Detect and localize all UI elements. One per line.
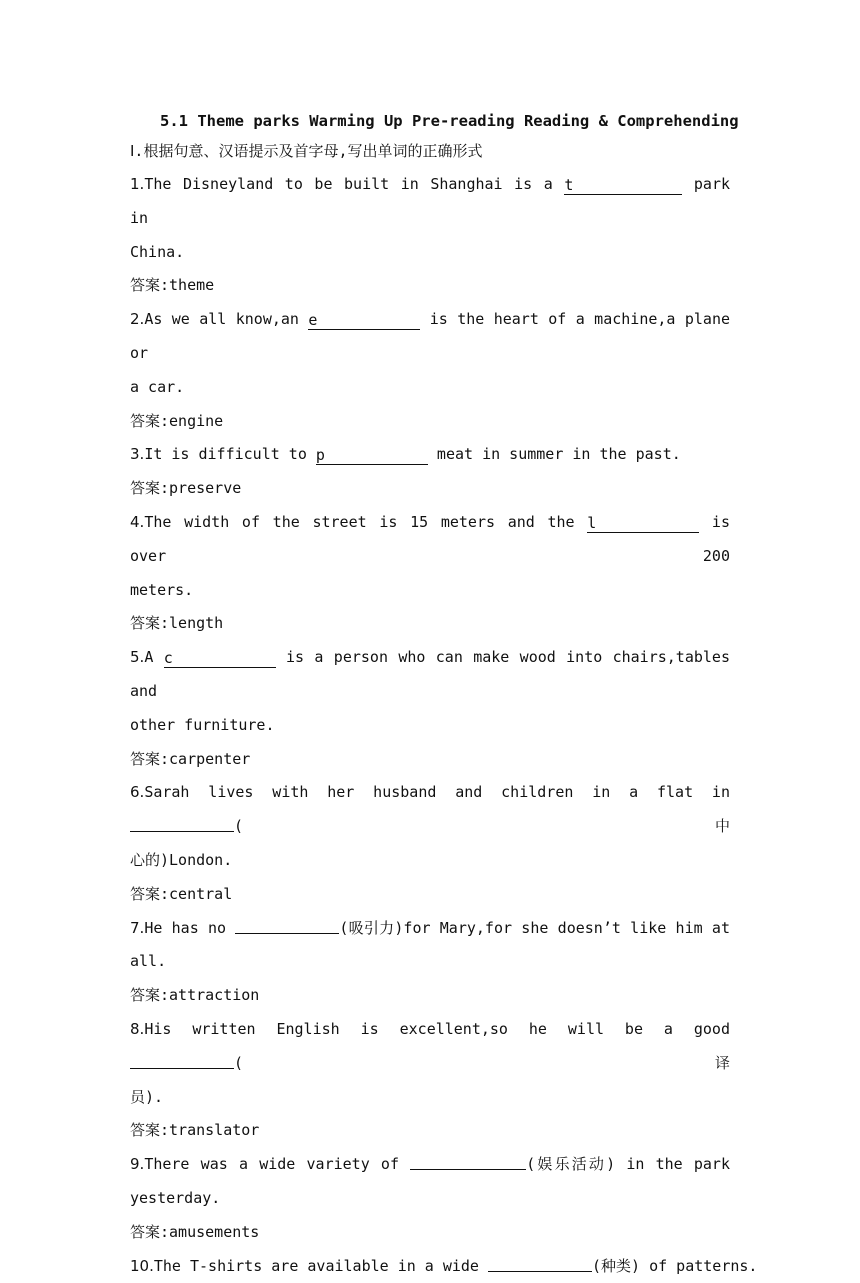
question-text: The Disneyland to be built in Shanghai is a — [144, 175, 564, 193]
question-number: 10. — [130, 1257, 154, 1275]
question-number: 2. — [130, 310, 144, 328]
answer-text: carpenter — [169, 750, 250, 768]
question-1-line-1 — [130, 168, 730, 236]
question-4-line-1 — [130, 506, 730, 574]
question-text: It is difficult to — [144, 445, 316, 463]
question-number: 5. — [130, 648, 144, 666]
answer-blank — [130, 1050, 234, 1069]
question-text: meat in summer in the past. — [428, 445, 681, 463]
answer-text: central — [169, 885, 232, 903]
answer-text: preserve — [169, 479, 241, 497]
answer-blank — [130, 813, 234, 832]
question-text: is the heart of a machine,a plane or — [130, 310, 730, 362]
question-5-line-1 — [130, 641, 730, 709]
question-number: 1. — [130, 175, 144, 193]
answer-label: 答案: — [130, 986, 169, 1004]
answer-blank: p — [316, 446, 428, 465]
answer-1 — [130, 269, 730, 303]
question-7-line-1 — [130, 912, 730, 946]
question-9-line-2: yesterday. — [130, 1182, 730, 1216]
answer-blank: e — [308, 311, 420, 330]
answer-3 — [130, 472, 730, 506]
question-text: is a person who can make wood into chairs,tables and — [130, 648, 730, 700]
question-6-line-2: 心的)London. — [130, 844, 730, 878]
answer-9 — [130, 1216, 730, 1250]
answer-6 — [130, 878, 730, 912]
answer-label: 答案: — [130, 412, 169, 430]
document-title: 5.1 Theme parks Warming Up Pre-reading Reading & Comprehending — [160, 108, 730, 134]
answer-blank: c — [164, 649, 276, 668]
answer-label: 答案: — [130, 1223, 169, 1241]
answer-7 — [130, 979, 730, 1013]
answer-8 — [130, 1114, 730, 1148]
question-number: 4. — [130, 513, 144, 531]
answer-2 — [130, 405, 730, 439]
answer-label: 答案: — [130, 614, 169, 632]
answer-text: length — [169, 614, 223, 632]
question-number: 6. — [130, 783, 144, 801]
answer-text: theme — [169, 276, 214, 294]
question-text: (中 — [234, 817, 730, 835]
document-content — [130, 108, 730, 1283]
question-2-line-1 — [130, 303, 730, 371]
answer-blank: l — [587, 514, 699, 533]
question-9-line-1 — [130, 1148, 730, 1182]
question-text: A — [144, 648, 163, 666]
question-number: 3. — [130, 445, 144, 463]
question-text: As we all know,an — [144, 310, 308, 328]
question-text: (吸引力)for Mary,for she doesn’t like him at — [339, 919, 730, 937]
question-2-line-2: a car. — [130, 371, 730, 405]
answer-label: 答案: — [130, 479, 169, 497]
answer-text: attraction — [169, 986, 259, 1004]
question-3-line-1 — [130, 438, 730, 472]
answer-blank — [235, 915, 339, 934]
answer-blank — [410, 1151, 526, 1170]
question-number: 9. — [130, 1155, 144, 1173]
question-text: park in — [130, 175, 730, 227]
question-text: The width of the street is 15 meters and the — [144, 513, 587, 531]
question-text: His written English is excellent,so he will be a good — [144, 1020, 730, 1038]
answer-text: amusements — [169, 1223, 259, 1241]
answer-text: engine — [169, 412, 223, 430]
answer-5 — [130, 743, 730, 777]
question-text: There was a wide variety of — [144, 1155, 410, 1173]
answer-label: 答案: — [130, 885, 169, 903]
answer-label: 答案: — [130, 750, 169, 768]
question-text: is over 200 — [130, 513, 730, 565]
question-text: (种类) of patterns. — [592, 1257, 757, 1275]
question-text: Sarah lives with her husband and children in a flat in — [144, 783, 730, 801]
section-heading: Ⅰ.根据句意、汉语提示及首字母,写出单词的正确形式 — [130, 134, 730, 168]
question-number: 8. — [130, 1020, 144, 1038]
question-1-line-2: China. — [130, 236, 730, 270]
question-text: (娱乐活动) in the park — [526, 1155, 730, 1173]
answer-label: 答案: — [130, 1121, 169, 1139]
question-7-line-2: all. — [130, 945, 730, 979]
question-text: (译 — [234, 1054, 730, 1072]
question-text: The T-shirts are available in a wide — [154, 1257, 488, 1275]
answer-blank — [488, 1253, 592, 1272]
question-number: 7. — [130, 919, 144, 937]
answer-blank: t — [564, 176, 682, 195]
answer-text: translator — [169, 1121, 259, 1139]
question-8-line-1 — [130, 1013, 730, 1081]
question-4-line-2: meters. — [130, 574, 730, 608]
question-8-line-2: 员). — [130, 1081, 730, 1115]
question-5-line-2: other furniture. — [130, 709, 730, 743]
question-text: He has no — [144, 919, 235, 937]
answer-4 — [130, 607, 730, 641]
answer-label: 答案: — [130, 276, 169, 294]
question-10-line-1 — [130, 1250, 730, 1283]
question-6-line-1 — [130, 776, 730, 844]
